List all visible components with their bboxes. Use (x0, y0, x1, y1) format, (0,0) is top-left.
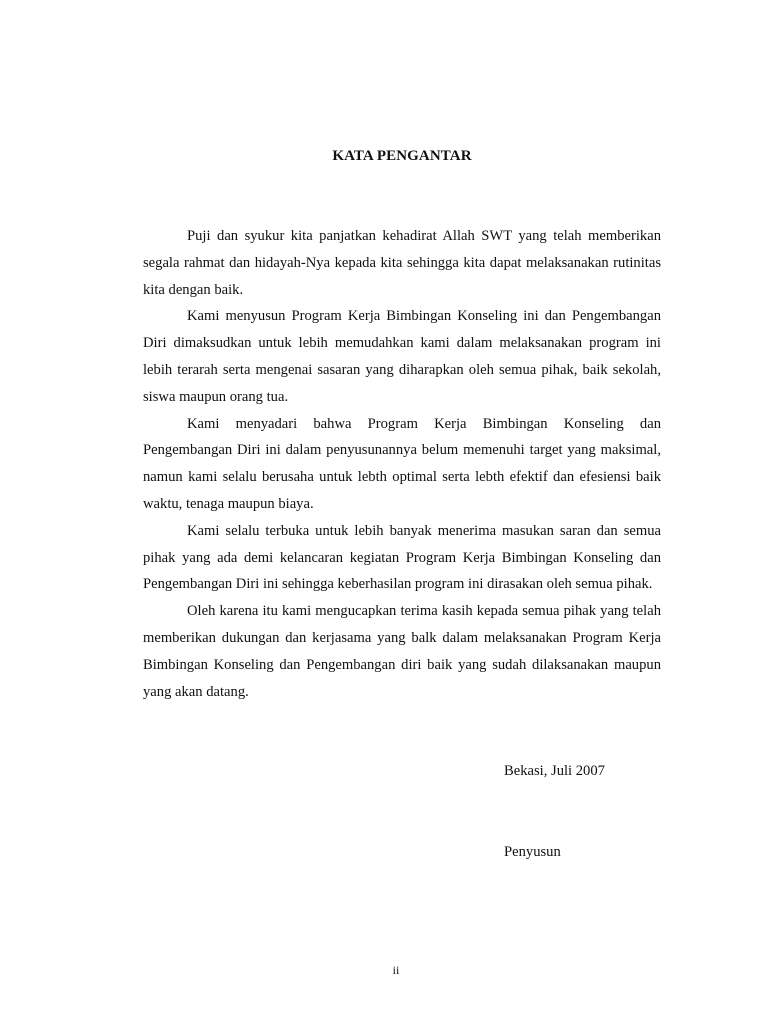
page-number: ii (392, 963, 400, 977)
paragraph-2: Kami menyusun Program Kerja Bimbingan Konseling ini dan Pengembangan Diri dimaksudkan untuk lebih memudahkan kami dalam melaksanakan program ini lebih terarah serta mengenai sasaran yang diharapkan oleh semua pihak, baik sekolah, siswa maupun orang tua. (143, 308, 661, 405)
place-date: Bekasi, Juli 2007 (504, 763, 605, 779)
paragraph-3: Kami menyadari bahwa Program Kerja Bimbingan Konseling dan Pengembangan Diri ini dalam penyusunannya belum memenuhi target yang maksimal, namun kami selalu berusaha untuk lebth optimal serta lebth efektif dan efesiensi baik waktu, tenaga maupun biaya. (143, 415, 661, 512)
paragraph-5: Oleh karena itu kami mengucapkan terima kasih kepada semua pihak yang telah memberikan dukungan dan kerjasama yang balk dalam melaksanakan Program Kerja Bimbingan Konseling dan Pengembangan diri baik yang sudah dilaksanakan maupun yang akan datang. (143, 603, 661, 700)
document-title: KATA PENGANTAR (332, 148, 472, 164)
paragraph-1: Puji dan syukur kita panjatkan kehadirat Allah SWT yang telah memberikan segala rahmat dan hidayah-Nya kepada kita sehingga kita dapat melaksanakan rutinitas kita dengan baik. (143, 228, 661, 298)
author-signature: Penyusun (504, 844, 561, 860)
paragraph-4: Kami selalu terbuka untuk lebih banyak menerima masukan saran dan semua pihak yang ada demi kelancaran kegiatan Program Kerja Bimbingan Konseling dan Pengembangan Diri ini sehingga keberhasilan program ini dirasakan oleh semua pihak. (143, 522, 661, 593)
document-body (143, 223, 661, 705)
